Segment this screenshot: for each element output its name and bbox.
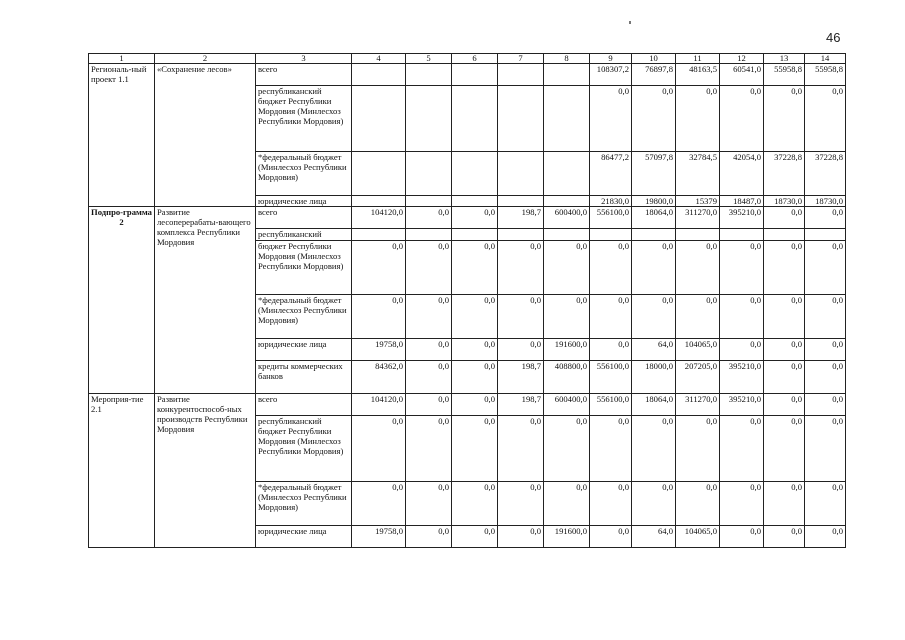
- value-cell: 0,0: [352, 295, 406, 339]
- value-cell: 0,0: [544, 295, 590, 339]
- value-cell: 19800,0: [632, 196, 676, 207]
- value-cell: 0,0: [764, 339, 805, 361]
- value-cell: 0,0: [720, 86, 764, 152]
- value-cell: 395210,0: [720, 361, 764, 394]
- value-cell: [406, 86, 452, 152]
- value-cell: 0,0: [764, 394, 805, 416]
- value-cell: 0,0: [764, 241, 805, 295]
- col-header: 1: [89, 54, 155, 64]
- value-cell: [352, 196, 406, 207]
- value-cell: 0,0: [452, 394, 498, 416]
- budget-table: [88, 53, 846, 548]
- value-cell: 207205,0: [676, 361, 720, 394]
- funding-source-cell: бюджет Республики Мордовия (Минлесхоз Республики Мордовия): [256, 241, 352, 295]
- page-number: 46: [826, 30, 841, 45]
- value-cell: 108307,2: [590, 64, 632, 86]
- funding-source-cell: *федеральный бюджет (Минлесхоз Республики Мордовия): [256, 152, 352, 196]
- value-cell: 0,0: [632, 86, 676, 152]
- value-cell: 0,0: [764, 295, 805, 339]
- value-cell: 0,0: [406, 361, 452, 394]
- value-cell: 0,0: [764, 86, 805, 152]
- value-cell: 76897,8: [632, 64, 676, 86]
- value-cell: 64,0: [632, 339, 676, 361]
- value-cell: 0,0: [452, 482, 498, 526]
- value-cell: 0,0: [720, 526, 764, 548]
- scan-speck: [629, 21, 631, 24]
- value-cell: 0,0: [764, 361, 805, 394]
- program-code-cell: Региональ-ный проект 1.1: [89, 64, 155, 207]
- value-cell: 0,0: [544, 416, 590, 482]
- value-cell: 0,0: [406, 241, 452, 295]
- value-cell: 84362,0: [352, 361, 406, 394]
- value-cell: 0,0: [805, 241, 846, 295]
- col-header: 2: [155, 54, 256, 64]
- value-cell: 0,0: [406, 207, 452, 229]
- col-header: 13: [764, 54, 805, 64]
- value-cell: 311270,0: [676, 394, 720, 416]
- value-cell: 0,0: [406, 526, 452, 548]
- value-cell: 0,0: [805, 482, 846, 526]
- value-cell: 19758,0: [352, 526, 406, 548]
- value-cell: 0,0: [720, 416, 764, 482]
- table-row: [89, 207, 846, 229]
- value-cell: 37228,8: [764, 152, 805, 196]
- value-cell: 0,0: [406, 295, 452, 339]
- value-cell: 0,0: [632, 295, 676, 339]
- value-cell: 104065,0: [676, 526, 720, 548]
- table-body: [89, 64, 846, 548]
- value-cell: 0,0: [720, 482, 764, 526]
- value-cell: 0,0: [406, 482, 452, 526]
- value-cell: 0,0: [805, 526, 846, 548]
- value-cell: 0,0: [805, 339, 846, 361]
- value-cell: 21830,0: [590, 196, 632, 207]
- value-cell: 0,0: [544, 241, 590, 295]
- value-cell: [544, 86, 590, 152]
- value-cell: [498, 196, 544, 207]
- value-cell: 0,0: [805, 416, 846, 482]
- value-cell: 0,0: [764, 482, 805, 526]
- col-header: 12: [720, 54, 764, 64]
- col-header: 8: [544, 54, 590, 64]
- value-cell: 0,0: [632, 482, 676, 526]
- value-cell: 0,0: [544, 482, 590, 526]
- funding-source-cell: республиканский бюджет Республики Мордовия (Минлесхоз Республики Мордовия): [256, 86, 352, 152]
- funding-source-cell: *федеральный бюджет (Минлесхоз Республики Мордовия): [256, 482, 352, 526]
- value-cell: [452, 86, 498, 152]
- value-cell: [452, 196, 498, 207]
- value-cell: 0,0: [452, 361, 498, 394]
- value-cell: 0,0: [406, 339, 452, 361]
- col-header: 14: [805, 54, 846, 64]
- value-cell: 0,0: [406, 416, 452, 482]
- col-header: 9: [590, 54, 632, 64]
- value-cell: 0,0: [352, 241, 406, 295]
- value-cell: [590, 229, 632, 241]
- col-header: 5: [406, 54, 452, 64]
- value-cell: 19758,0: [352, 339, 406, 361]
- value-cell: 0,0: [498, 416, 544, 482]
- value-cell: 198,7: [498, 207, 544, 229]
- col-header: 10: [632, 54, 676, 64]
- value-cell: 15379: [676, 196, 720, 207]
- value-cell: 556100,0: [590, 361, 632, 394]
- value-cell: 0,0: [498, 295, 544, 339]
- value-cell: 0,0: [764, 207, 805, 229]
- value-cell: 0,0: [632, 416, 676, 482]
- value-cell: [544, 229, 590, 241]
- col-header: 11: [676, 54, 720, 64]
- value-cell: [406, 229, 452, 241]
- value-cell: [498, 86, 544, 152]
- value-cell: 18730,0: [805, 196, 846, 207]
- value-cell: 0,0: [590, 241, 632, 295]
- value-cell: 556100,0: [590, 207, 632, 229]
- value-cell: 0,0: [676, 86, 720, 152]
- value-cell: 0,0: [590, 416, 632, 482]
- value-cell: 0,0: [676, 295, 720, 339]
- value-cell: 395210,0: [720, 207, 764, 229]
- value-cell: 0,0: [805, 207, 846, 229]
- value-cell: 0,0: [498, 339, 544, 361]
- value-cell: 0,0: [452, 295, 498, 339]
- value-cell: 104120,0: [352, 394, 406, 416]
- value-cell: [544, 152, 590, 196]
- value-cell: [544, 64, 590, 86]
- col-header: 4: [352, 54, 406, 64]
- value-cell: 0,0: [805, 394, 846, 416]
- value-cell: [632, 229, 676, 241]
- value-cell: 48163,5: [676, 64, 720, 86]
- value-cell: [764, 229, 805, 241]
- funding-source-cell: всего: [256, 64, 352, 86]
- value-cell: [498, 64, 544, 86]
- value-cell: [544, 196, 590, 207]
- value-cell: 600400,0: [544, 207, 590, 229]
- value-cell: 0,0: [406, 394, 452, 416]
- value-cell: 0,0: [352, 482, 406, 526]
- value-cell: 0,0: [764, 526, 805, 548]
- value-cell: 198,7: [498, 394, 544, 416]
- value-cell: [498, 229, 544, 241]
- value-cell: 104065,0: [676, 339, 720, 361]
- value-cell: [352, 64, 406, 86]
- value-cell: 0,0: [805, 86, 846, 152]
- value-cell: 0,0: [632, 241, 676, 295]
- header-row: [89, 54, 846, 64]
- value-cell: [406, 152, 452, 196]
- value-cell: [720, 229, 764, 241]
- program-name-cell: Развитие лесоперерабаты-вающего комплекса Республики Мордовия: [155, 207, 256, 394]
- value-cell: 0,0: [590, 482, 632, 526]
- value-cell: 0,0: [498, 241, 544, 295]
- value-cell: [406, 64, 452, 86]
- value-cell: [498, 152, 544, 196]
- program-code-cell: Подпро-грамма 2: [89, 207, 155, 394]
- funding-source-cell: *федеральный бюджет (Минлесхоз Республики Мордовия): [256, 295, 352, 339]
- value-cell: 191600,0: [544, 526, 590, 548]
- value-cell: 18730,0: [764, 196, 805, 207]
- program-name-cell: Развитие конкурентоспособ-ных производств Республики Мордовия: [155, 394, 256, 548]
- value-cell: 0,0: [452, 207, 498, 229]
- value-cell: 0,0: [452, 339, 498, 361]
- value-cell: 408800,0: [544, 361, 590, 394]
- value-cell: 0,0: [720, 241, 764, 295]
- value-cell: 0,0: [676, 482, 720, 526]
- value-cell: 0,0: [590, 295, 632, 339]
- value-cell: 0,0: [764, 416, 805, 482]
- value-cell: 86477,2: [590, 152, 632, 196]
- value-cell: 42054,0: [720, 152, 764, 196]
- value-cell: 18064,0: [632, 394, 676, 416]
- value-cell: 0,0: [452, 416, 498, 482]
- value-cell: [452, 64, 498, 86]
- funding-source-cell: всего: [256, 394, 352, 416]
- funding-source-cell: республиканский: [256, 229, 352, 241]
- value-cell: 311270,0: [676, 207, 720, 229]
- col-header: 6: [452, 54, 498, 64]
- value-cell: 191600,0: [544, 339, 590, 361]
- value-cell: 0,0: [452, 526, 498, 548]
- value-cell: 18064,0: [632, 207, 676, 229]
- program-code-cell: Мероприя-тие 2.1: [89, 394, 155, 548]
- value-cell: [406, 196, 452, 207]
- col-header: 7: [498, 54, 544, 64]
- funding-source-cell: всего: [256, 207, 352, 229]
- program-name-cell: «Сохранение лесов»: [155, 64, 256, 207]
- value-cell: 0,0: [352, 416, 406, 482]
- value-cell: 32784,5: [676, 152, 720, 196]
- value-cell: [805, 229, 846, 241]
- value-cell: 18000,0: [632, 361, 676, 394]
- funding-source-cell: юридические лица: [256, 196, 352, 207]
- value-cell: [352, 229, 406, 241]
- col-header: 3: [256, 54, 352, 64]
- funding-source-cell: кредиты коммерческих банков: [256, 361, 352, 394]
- value-cell: [352, 86, 406, 152]
- value-cell: 37228,8: [805, 152, 846, 196]
- value-cell: 395210,0: [720, 394, 764, 416]
- value-cell: 0,0: [498, 526, 544, 548]
- value-cell: 0,0: [805, 361, 846, 394]
- value-cell: 18487,0: [720, 196, 764, 207]
- value-cell: 0,0: [720, 295, 764, 339]
- value-cell: 57097,8: [632, 152, 676, 196]
- funding-source-cell: республиканский бюджет Республики Мордовия (Минлесхоз Республики Мордовия): [256, 416, 352, 482]
- value-cell: 55958,8: [805, 64, 846, 86]
- funding-source-cell: юридические лица: [256, 339, 352, 361]
- funding-source-cell: юридические лица: [256, 526, 352, 548]
- value-cell: 556100,0: [590, 394, 632, 416]
- value-cell: 64,0: [632, 526, 676, 548]
- value-cell: 0,0: [720, 339, 764, 361]
- value-cell: 600400,0: [544, 394, 590, 416]
- value-cell: 104120,0: [352, 207, 406, 229]
- table-row: [89, 394, 846, 416]
- value-cell: 0,0: [676, 416, 720, 482]
- value-cell: 0,0: [452, 241, 498, 295]
- value-cell: 55958,8: [764, 64, 805, 86]
- table-row: [89, 64, 846, 86]
- value-cell: 0,0: [676, 241, 720, 295]
- value-cell: 0,0: [590, 339, 632, 361]
- value-cell: 0,0: [590, 526, 632, 548]
- value-cell: [452, 229, 498, 241]
- value-cell: 0,0: [590, 86, 632, 152]
- value-cell: 0,0: [805, 295, 846, 339]
- value-cell: [676, 229, 720, 241]
- value-cell: 0,0: [498, 482, 544, 526]
- value-cell: [352, 152, 406, 196]
- value-cell: 60541,0: [720, 64, 764, 86]
- value-cell: [452, 152, 498, 196]
- value-cell: 198,7: [498, 361, 544, 394]
